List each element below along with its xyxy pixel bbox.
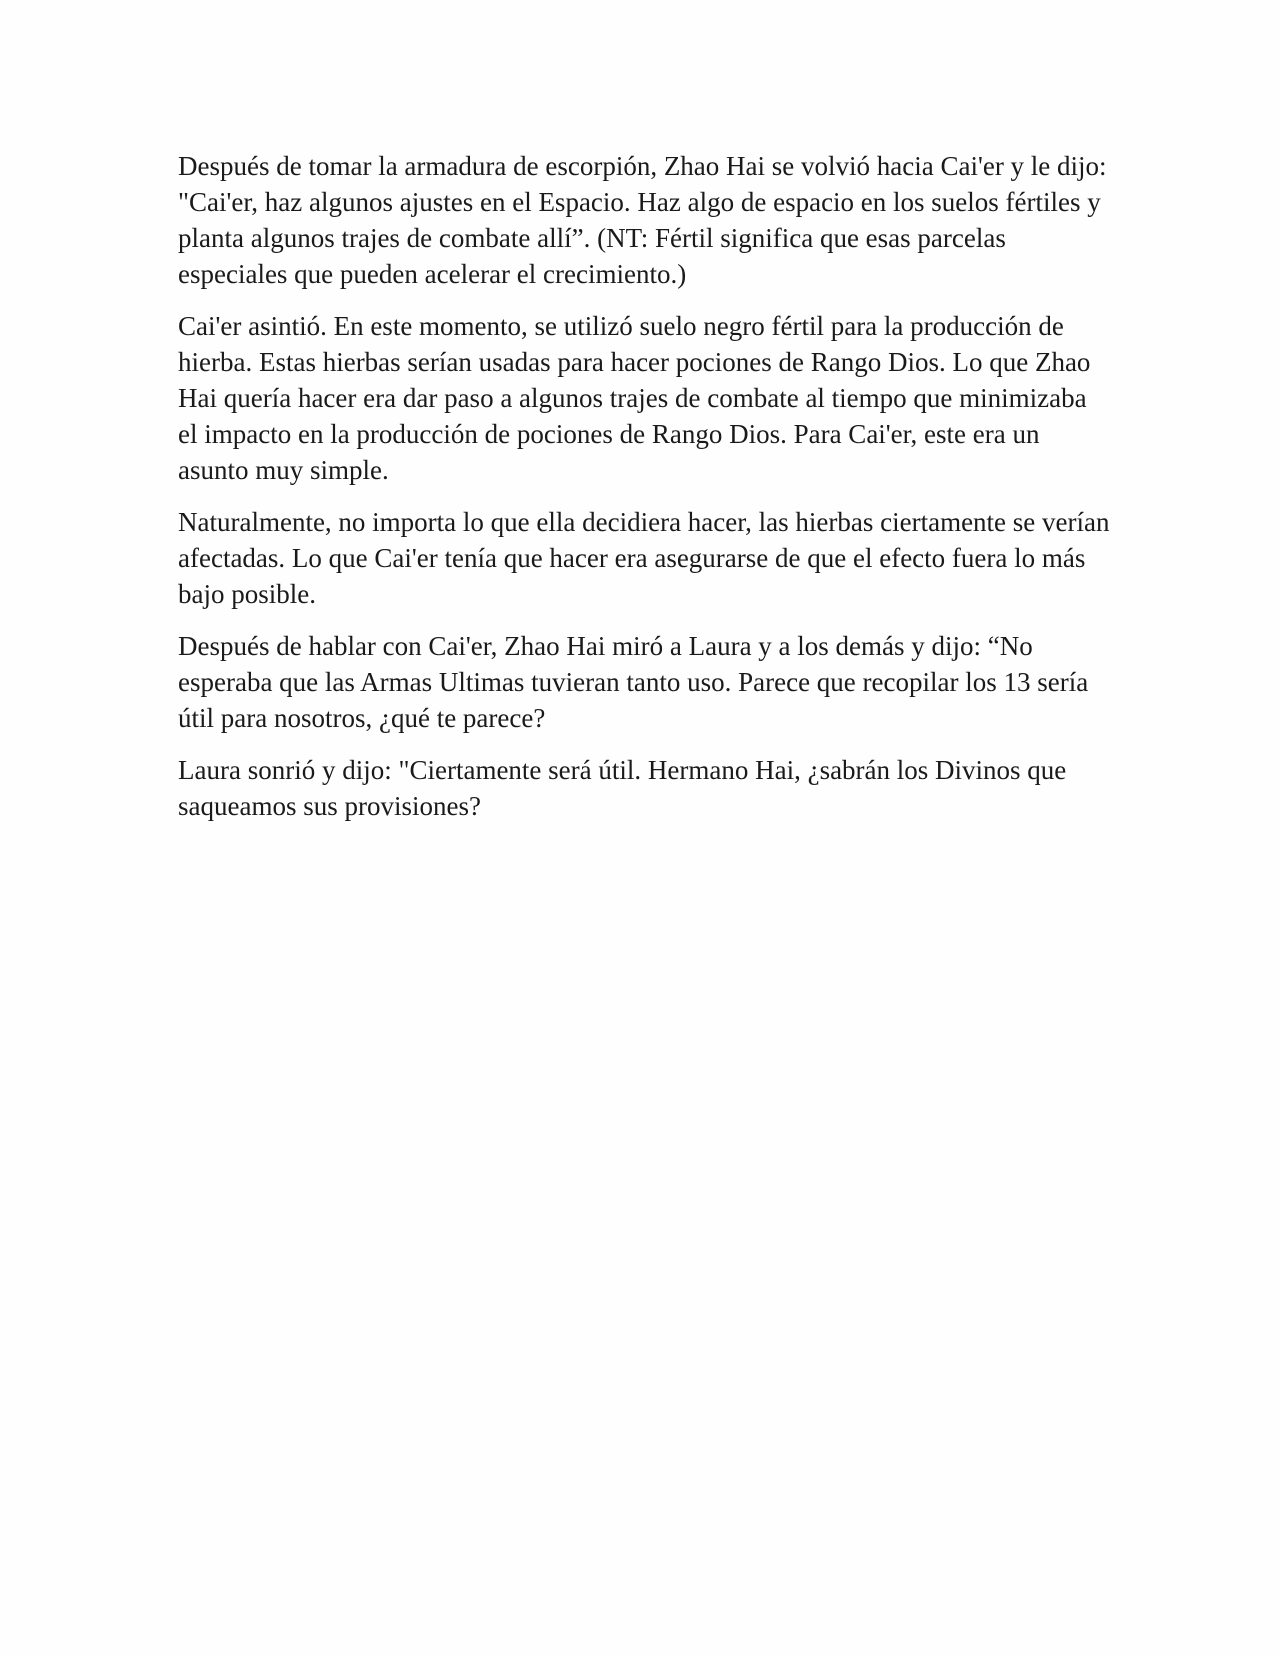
paragraph-1: Después de tomar la armadura de escorpión, Zhao Hai se volvió hacia Cai'er y le dijo: "Cai'er, haz algunos ajustes en el Espacio. Haz algo de espacio en los suelos fértiles y planta algunos trajes de combate allí”. (NT: Fértil significa que esas parcelas especiales que pueden acelerar el crecimiento.) [178, 151, 1107, 289]
paragraph-3: Naturalmente, no importa lo que ella decidiera hacer, las hierbas ciertamente se verían afectadas. Lo que Cai'er tenía que hacer era asegurarse de que el efecto fuera lo más bajo posible. [178, 507, 1110, 609]
paragraph-2: Cai'er asintió. En este momento, se utilizó suelo negro fértil para la producción de hierba. Estas hierbas serían usadas para hacer pociones de Rango Dios. Lo que Zhao Hai quería hacer era dar paso a algunos trajes de combate al tiempo que minimizaba el impacto en la producción de pociones de Rango Dios. Para Cai'er, este era un asunto muy simple. [178, 311, 1091, 485]
paragraph-5: Laura sonrió y dijo: "Ciertamente será útil. Hermano Hai, ¿sabrán los Divinos que saqueamos sus provisiones? [178, 755, 1067, 821]
paragraph-4: Después de hablar con Cai'er, Zhao Hai miró a Laura y a los demás y dijo: “No esperaba que las Armas Ultimas tuvieran tanto uso. Parece que recopilar los 13 sería útil para nosotros, ¿qué te parece? [178, 631, 1089, 733]
document-body [178, 148, 1110, 840]
